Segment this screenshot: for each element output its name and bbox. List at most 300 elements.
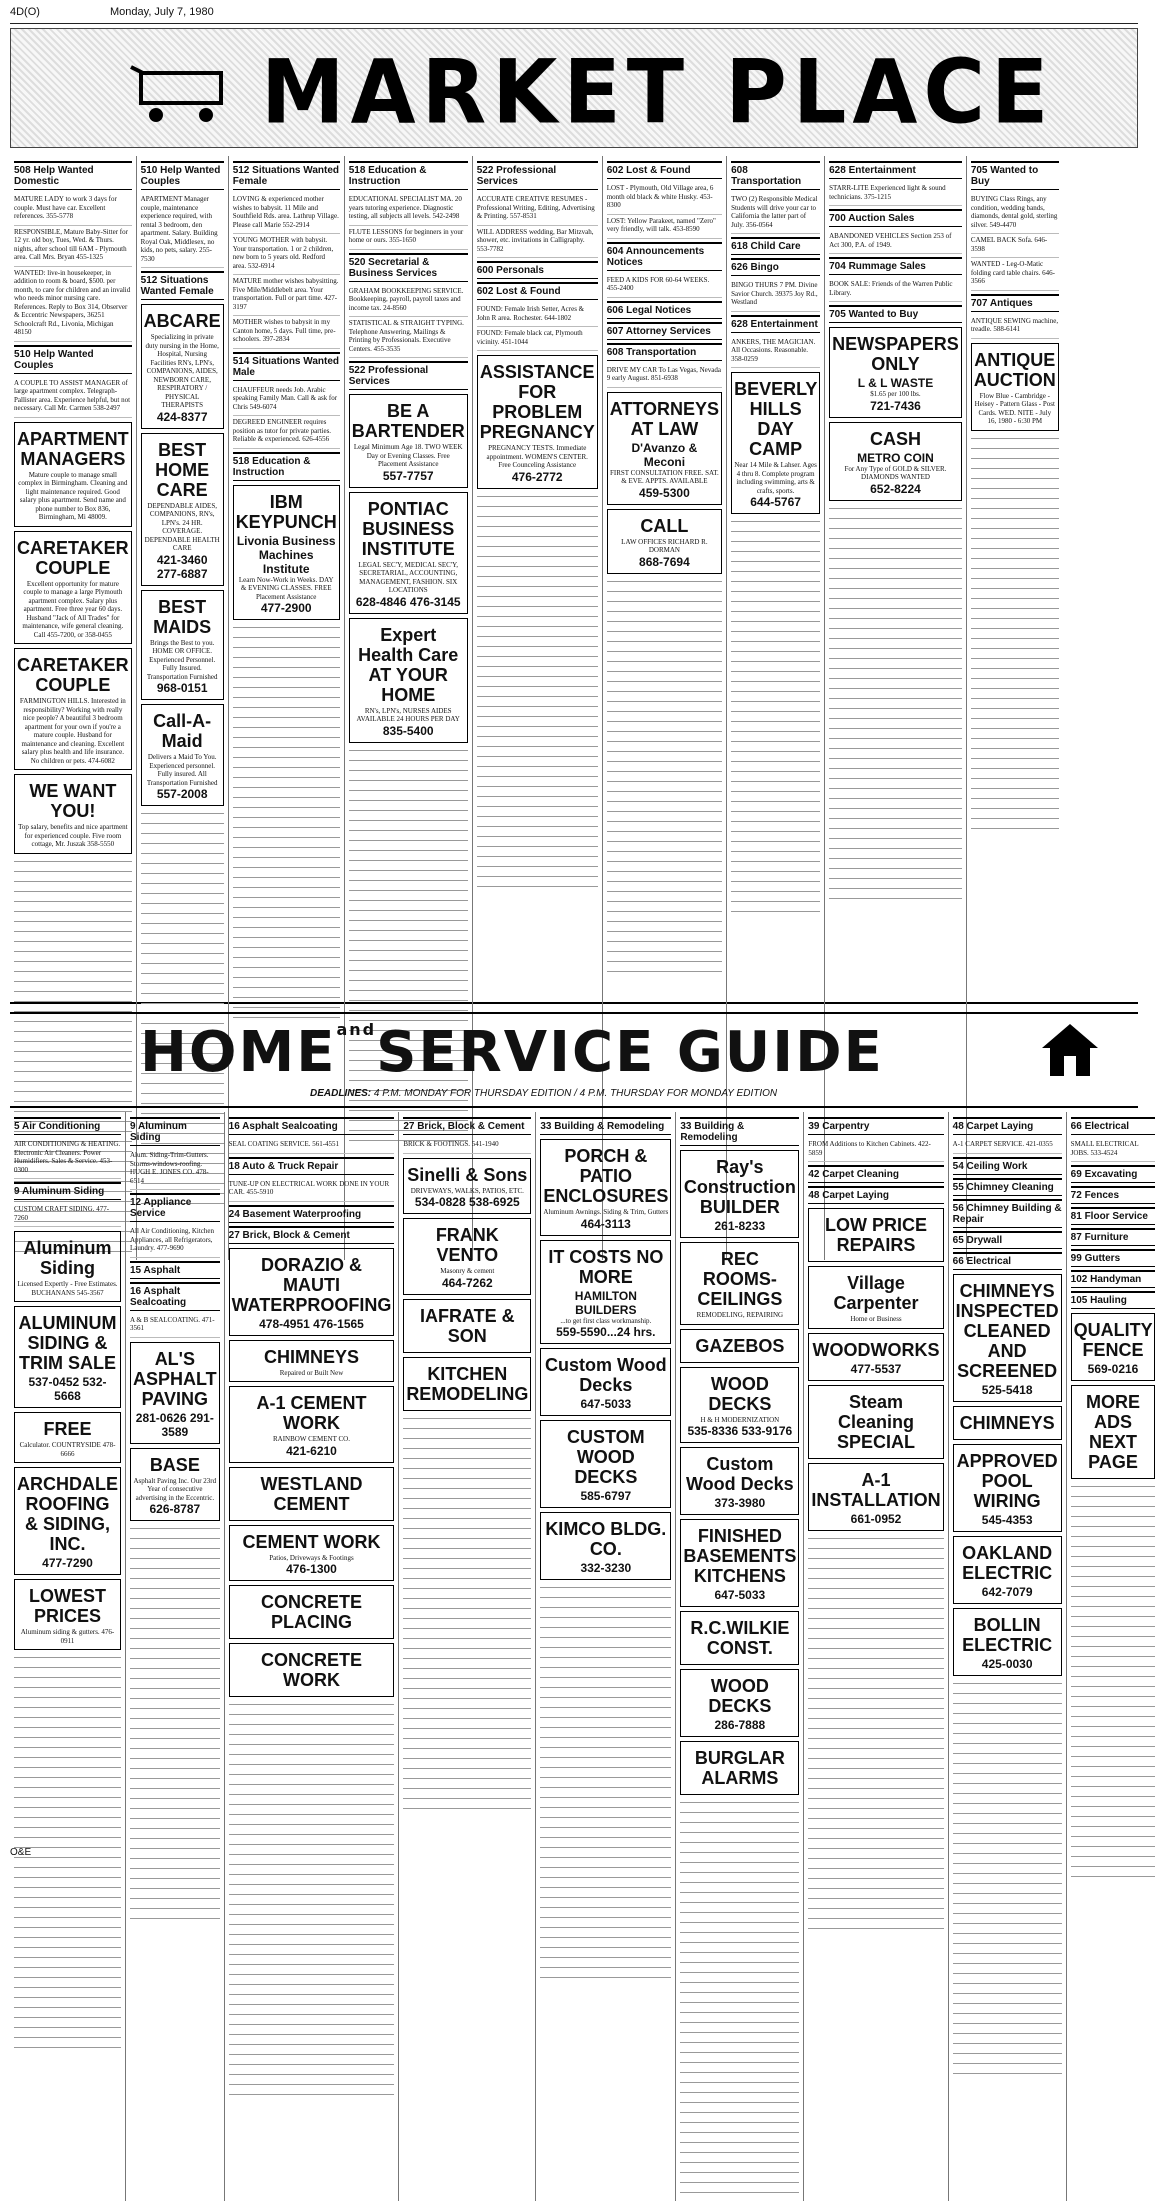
- section-heading: 81 Floor Service: [1071, 1207, 1156, 1225]
- section-heading: 510 Help Wanted Couples: [14, 345, 132, 374]
- classified-ad: BINGO THURS 7 PM. Divine Savior Church. 39375 Joy Rd., Westland: [731, 279, 820, 312]
- display-ad-title: AL'S ASPHALT PAVING: [133, 1348, 217, 1409]
- section-heading: 56 Chimney Building & Repair: [953, 1199, 1062, 1228]
- classified-ad: BRICK & FOOTINGS. 541-1940: [403, 1138, 531, 1154]
- classified-ad: ANTIQUE SEWING machine, treadle. 588-6141: [971, 315, 1059, 339]
- classified-ad: TUNE-UP ON ELECTRICAL WORK DONE IN YOUR CAR. 455-5910: [229, 1178, 395, 1202]
- display-ad-title: ATTORNEYS AT LAW: [609, 398, 720, 439]
- display-ad-title: KIMCO BLDG. CO.: [545, 1519, 667, 1559]
- display-ad-title: ANTIQUE AUCTION: [973, 349, 1056, 390]
- display-ad-phone: 545-4353: [981, 1512, 1033, 1527]
- section-heading: 9 Aluminum Siding: [14, 1182, 121, 1200]
- display-ad-phone: 424-8377: [156, 409, 208, 424]
- display-ad-body: RAINBOW CEMENT CO.: [273, 1435, 350, 1443]
- display-ad-body: Legal Minimum Age 18. TWO WEEK Day or Evening Classes. Free Placement Assistance: [353, 443, 463, 468]
- column-b3: [225, 1112, 400, 2201]
- display-ad: [403, 1218, 531, 1295]
- section-heading: 626 Bingo: [731, 258, 820, 276]
- display-ad-body: FARMINGTON HILLS. Interested in responsibility? Working with really nice people? A beautiful 3 bedroom apartment for your own if you're a mature couple. Husband for maintenance and cleaning. Excellent salary plus health and life insurance. No children or pets. 474-6082: [19, 697, 126, 765]
- fine-print: [680, 1799, 799, 2197]
- display-ad: [680, 1741, 799, 1795]
- section-heading: 27 Brick, Block & Cement: [403, 1117, 531, 1135]
- display-ad: [680, 1519, 799, 1607]
- fine-print: [1071, 1483, 1156, 1881]
- display-ad: [971, 343, 1059, 431]
- display-ad-phone: 642-7079: [981, 1584, 1033, 1599]
- classified-ad: LOVING & experienced mother wishes to babysit. 11 Mile and Southfield Rds. area. Lathrup Village. Please call Marie 552-2914: [233, 193, 340, 234]
- display-ad: [680, 1329, 799, 1363]
- display-ad: [14, 648, 132, 770]
- section-heading: 102 Handyman: [1071, 1270, 1156, 1288]
- section-heading: 705 Wanted to Buy: [829, 305, 962, 323]
- fine-print: [731, 518, 820, 916]
- display-ad-title: ALUMINUM SIDING & TRIM SALE: [18, 1313, 117, 1373]
- display-ad-title: Expert Health Care AT YOUR HOME: [358, 624, 459, 705]
- display-ad: [808, 1208, 943, 1262]
- display-ad-body: Excellent opportunity for mature couple to manage a large Plymouth apartment complex. Salary plus apartment. Free three year 60 days. Husband "Jack of All Trades" for maintenance, wife general cleaning. Call 455-7200, or 358-0455: [22, 579, 124, 639]
- title-service-guide: SERVICE GUIDE: [376, 1020, 884, 1085]
- section-heading: 705 Wanted to Buy: [971, 161, 1059, 190]
- column-b4: [399, 1112, 536, 2201]
- display-ad-title: QUALITY FENCE: [1073, 1320, 1153, 1360]
- home-service-title: [140, 1020, 884, 1085]
- home-service-guide-banner: [10, 1012, 1138, 1108]
- fine-print: [607, 578, 722, 976]
- display-ad-title: WOOD DECKS: [708, 1373, 772, 1414]
- classified-ad: STATISTICAL & STRAIGHT TYPING. Telephone Answering, Mailings & Printing by Professionals. Executive Centers. 455-3535: [349, 317, 468, 358]
- classified-ad: LOST - Plymouth, Old Village area, 6 month old black & white Husky. 453-8300: [607, 182, 722, 215]
- display-ad-title: MORE ADS NEXT PAGE: [1086, 1392, 1140, 1472]
- classified-ad: ABANDONED VEHICLES Section 253 of Act 300, P.A. of 1949.: [829, 230, 962, 254]
- display-ad-title: CONCRETE WORK: [260, 1650, 362, 1690]
- display-ad-phone: 332-3230: [580, 1561, 632, 1575]
- column-b8: [949, 1112, 1067, 2201]
- house-icon: [1040, 1022, 1100, 1078]
- classified-ad: WANTED: live-in housekeeper, in addition to room & board, $500. per month, to care for children and an invalid who needs minor nursing care. References. Reply to Box 314, Observer & Eccentric Newspapers, 36251 Schoolcraft Rd., Livonia, Michigan 48150: [14, 267, 132, 342]
- display-ad: [14, 422, 132, 527]
- display-ad-body: Aluminum Awnings. Siding & Trim, Gutters: [543, 1208, 669, 1216]
- display-ad-phone: 373-3980: [714, 1496, 766, 1510]
- column-b9: [1067, 1112, 1159, 2201]
- display-ad-phone: 421-3460 277-6887: [156, 552, 208, 581]
- classified-ad: LOST: Yellow Parakeet, named "Zero" very friendly, will talk. 453-8590: [607, 215, 722, 239]
- display-ad-title: Ray's Construction BUILDER: [683, 1157, 796, 1217]
- display-ad-title: CALL: [640, 515, 689, 536]
- display-ad-phone: 569-0216: [1087, 1362, 1139, 1376]
- display-ad: [229, 1585, 395, 1639]
- display-ad-body: RN's, LPN's, NURSES AIDES AVAILABLE 24 HOURS PER DAY: [356, 706, 460, 723]
- display-ad-subtitle: L & L WASTE: [857, 376, 934, 390]
- display-ad: [14, 531, 132, 645]
- display-ad-phone: 537-0452 532-5668: [28, 1375, 107, 1403]
- section-heading: 707 Antiques: [971, 294, 1059, 312]
- display-ad-phone: 477-2900: [260, 601, 312, 615]
- display-ad-body: Asphalt Paving Inc. Our 23rd Year of consecutive advertising in the Eccentric.: [133, 1476, 217, 1502]
- display-ad-title: BEVERLY HILLS DAY CAMP: [734, 379, 818, 459]
- section-heading: 607 Attorney Services: [607, 322, 722, 340]
- display-ad: [953, 1274, 1062, 1402]
- display-ad: [540, 1139, 671, 1236]
- display-ad-title: Sinelli & Sons: [407, 1164, 528, 1185]
- classified-ad: Alum. Siding-Trim-Gutters. Storms-windows-roofing. HUGH E. JONES CO. 478-6514: [130, 1149, 220, 1190]
- display-ad: [130, 1342, 220, 1444]
- column-b2: [126, 1112, 225, 2201]
- display-ad: [808, 1385, 943, 1459]
- display-ad-title: CONCRETE PLACING: [260, 1592, 362, 1632]
- display-ad-body: REMODELING, REPAIRING: [696, 1311, 784, 1319]
- display-ad-body: Near 14 Mile & Lahser. Ages 4 thru 8. Complete program including swimming, arts & crafts, sports.: [734, 461, 817, 495]
- display-ad: [141, 433, 224, 586]
- display-ad-title: CARETAKER COUPLE: [17, 655, 129, 695]
- display-ad-title: PONTIAC BUSINESS INSTITUTE: [361, 498, 455, 559]
- display-ad-title: KITCHEN REMODELING: [406, 1363, 529, 1404]
- display-ad: [680, 1150, 799, 1238]
- section-heading: 602 Lost & Found: [607, 161, 722, 179]
- display-ad-subtitle: HAMILTON BUILDERS: [574, 1288, 637, 1317]
- display-ad: [607, 509, 722, 574]
- display-ad-title: Steam Cleaning SPECIAL: [836, 1391, 915, 1452]
- section-heading: 522 Professional Services: [477, 161, 598, 190]
- display-ad-body: For Any Type of GOLD & SILVER. DIAMONDS WANTED: [844, 464, 947, 481]
- display-ad: [477, 355, 598, 489]
- display-ad-body: DEPENDABLE AIDES, COMPANIONS, RN's, LPN's. 24 HR. COVERAGE. DEPENDABLE HEALTH CARE: [144, 501, 220, 552]
- section-heading: 66 Electrical: [953, 1252, 1062, 1270]
- display-ad: [229, 1643, 395, 1697]
- display-ad-title: CHIMNEYS INSPECTED CLEANED AND SCREENED: [955, 1280, 1059, 1381]
- display-ad-body: Brings the Best to you. HOME OR OFFICE. Experienced Personnel. Fully Insured. Transportation Furnished: [146, 638, 218, 681]
- display-ad: [14, 774, 132, 854]
- display-ad-body: Flow Blue - Cambridge - Heisey - Pattern Glass - Post Cards. WED. NITE - July 16, 1980 - 6:30 PM: [974, 391, 1055, 425]
- fine-print: [233, 624, 340, 1022]
- display-ad-title: WOOD DECKS: [708, 1676, 772, 1716]
- display-ad: [680, 1447, 799, 1515]
- display-ad-title: LOWEST PRICES: [29, 1586, 106, 1626]
- section-heading: 65 Drywall: [953, 1231, 1062, 1249]
- display-ad-title: IT COSTS NO MORE: [548, 1246, 664, 1287]
- display-ad-title: APPROVED POOL WIRING: [956, 1450, 1058, 1511]
- display-ad: [229, 1467, 395, 1521]
- display-ad: [130, 1448, 220, 1522]
- display-ad-title: FINISHED BASEMENTS KITCHENS: [683, 1526, 797, 1586]
- display-ad-title: A-1 INSTALLATION: [811, 1469, 941, 1510]
- section-heading: 628 Entertainment: [731, 315, 820, 333]
- display-ad-phone: 628-4846 476-3145: [355, 594, 461, 609]
- section-heading: 518 Education & Instruction: [349, 161, 468, 190]
- display-ad-phone: 421-6210: [286, 1443, 337, 1458]
- classified-ad: STARR-LITE Experienced light & sound technicians. 375-1215: [829, 182, 962, 206]
- section-heading: 510 Help Wanted Couples: [141, 161, 224, 190]
- display-ad-title: NEWSPAPERS ONLY: [832, 334, 959, 374]
- section-heading: 628 Entertainment: [829, 161, 962, 179]
- classified-ad: SEAL COATING SERVICE. 561-4551: [229, 1138, 395, 1154]
- display-ad-body: Delivers a Maid To You. Experienced personnel. Fully insured. All Transportation Furnished: [146, 753, 218, 787]
- classified-ad: CHAUFFEUR needs Job. Arabic speaking Family Man. Call & ask for Chris 549-6074: [233, 384, 340, 417]
- display-ad: [141, 304, 224, 429]
- display-ad: [1071, 1313, 1156, 1381]
- display-ad: [403, 1158, 531, 1215]
- display-ad-title: PORCH & PATIO ENCLOSURES: [543, 1146, 669, 1206]
- classified-ad: DRIVE MY CAR To Las Vegas, Nevada 9 early August. 851-6938: [607, 364, 722, 388]
- section-heading: 16 Asphalt Sealcoating: [229, 1117, 395, 1135]
- display-ad-title: BE A BARTENDER: [351, 401, 465, 441]
- display-ad: [540, 1420, 671, 1508]
- display-ad-body: FIRST CONSULTATION FREE. SAT. & EVE. APPTS. AVAILABLE: [609, 468, 719, 485]
- display-ad-phone: 968-0151: [156, 681, 208, 695]
- display-ad-title: FRANK VENTO: [435, 1225, 499, 1265]
- display-ad-body: LAW OFFICES RICHARD R. DORMAN: [621, 537, 708, 554]
- display-ad-body: Learn Now-Work in Weeks. DAY & EVENING CLASSES. FREE Placement Assistance: [238, 575, 334, 601]
- display-ad: [14, 1412, 121, 1463]
- display-ad-phone: 281-0626 291-3589: [135, 1410, 214, 1439]
- display-ad-body: $1.65 per 100 lbs.: [870, 390, 921, 398]
- section-heading: 105 Hauling: [1071, 1291, 1156, 1309]
- deadline-line: [310, 1088, 777, 1099]
- classified-ad: TWO (2) Responsible Medical Students will drive your car to California the latter part of July. 356-0564: [731, 193, 820, 234]
- title-and: and: [336, 1020, 377, 1039]
- display-ad-title: BEST MAIDS: [153, 596, 212, 637]
- classified-columns-bottom: [10, 1112, 1153, 1852]
- display-ad-phone: 525-5418: [981, 1382, 1033, 1397]
- classified-ad: All Air Conditioning, Kitchen Appliances, all Refrigerators, Laundry. 477-9690: [130, 1225, 220, 1258]
- classified-ad: WILL ADDRESS wedding, Bar Mitzvah, shower, etc. invitations in Calligraphy. 553-7782: [477, 226, 598, 259]
- display-ad-title: WOODWORKS: [812, 1339, 940, 1360]
- section-heading: 33 Building & Remodeling: [680, 1117, 799, 1146]
- display-ad: [14, 1231, 121, 1302]
- display-ad-body: Repaired or Built New: [279, 1368, 344, 1377]
- display-ad: [808, 1463, 943, 1531]
- display-ad: [731, 372, 820, 514]
- display-ad-phone: 534-0828 538-6925: [414, 1195, 520, 1209]
- display-ad-body: LEGAL SEC'Y, MEDICAL SEC'Y, SECRETARIAL, ACCOUNTING, MANAGEMENT, FASHION. SIX LOCATIONS: [358, 560, 458, 594]
- display-ad: [403, 1299, 531, 1353]
- newspaper-page: [10, 6, 1153, 1858]
- section-heading: 16 Asphalt Sealcoating: [130, 1282, 220, 1311]
- classified-ad: BOOK SALE: Friends of the Warren Public Library.: [829, 278, 962, 302]
- display-ad-body: H & H MODERNIZATION: [700, 1415, 780, 1424]
- classified-ad: SMALL ELECTRICAL JOBS. 533-4524: [1071, 1138, 1156, 1162]
- classified-ad: ANKERS, THE MAGICIAN. All Occasions. Reasonable. 358-0259: [731, 336, 820, 369]
- section-heading: 24 Basement Waterproofing: [229, 1205, 395, 1223]
- display-ad-title: ARCHDALE ROOFING & SIDING, INC.: [17, 1474, 118, 1554]
- fine-print: [403, 1415, 531, 1813]
- display-ad-title: APARTMENT MANAGERS: [17, 428, 129, 469]
- display-ad-title: CARETAKER COUPLE: [17, 537, 129, 578]
- fine-print: [477, 493, 598, 891]
- display-ad-phone: 476-2772: [511, 469, 563, 484]
- display-ad-title: BEST HOME CARE: [155, 439, 210, 500]
- section-heading: 608 Transportation: [731, 161, 820, 190]
- display-ad: [229, 1386, 395, 1463]
- page-date: Monday, July 7, 1980: [110, 6, 214, 18]
- classified-ad: MATURE mother wishes babysitting. Five Mile/Middlebelt area. Your transportation. Full or part time. 427-3197: [233, 275, 340, 316]
- classified-ad: CUSTOM CRAFT SIDING. 477-7260: [14, 1203, 121, 1227]
- classified-ad: A & B SEALCOATING. 471-3561: [130, 1314, 220, 1338]
- fine-print: [229, 1701, 395, 2099]
- display-ad-title: CHIMNEYS: [959, 1412, 1055, 1433]
- display-ad-title: BOLLIN ELECTRIC: [962, 1614, 1053, 1655]
- display-ad: [229, 1248, 395, 1336]
- display-ad-title: CEMENT WORK: [242, 1531, 381, 1552]
- display-ad-body: Mature couple to manage small complex in Birmingham. Cleaning and light maintenance required. Good salary plus apartment. Send name and phone number to Box 836, Birmingham, Mi 48009.: [18, 470, 128, 521]
- display-ad-title: LOW PRICE REPAIRS: [825, 1215, 927, 1255]
- display-ad: [607, 392, 722, 505]
- display-ad: [680, 1242, 799, 1325]
- column-b7: [804, 1112, 948, 2201]
- section-heading: 520 Secretarial & Business Services: [349, 253, 468, 282]
- display-ad-phone: 652-8224: [870, 481, 921, 496]
- display-ad-title: BURGLAR ALARMS: [694, 1748, 785, 1788]
- display-ad-subtitle: D'Avanzo & Meconi: [631, 440, 698, 469]
- running-header: [10, 6, 1138, 24]
- section-heading: 99 Gutters: [1071, 1249, 1156, 1267]
- fine-print: [130, 1525, 220, 1923]
- market-place-masthead: [10, 28, 1138, 148]
- display-ad-title: CHIMNEYS: [263, 1346, 359, 1367]
- section-heading: 606 Legal Notices: [607, 301, 722, 319]
- title-home: HOME: [140, 1020, 337, 1085]
- display-ad-title: R.C.WILKIE CONST.: [690, 1618, 790, 1658]
- display-ad-title: A-1 CEMENT WORK: [256, 1393, 367, 1433]
- section-heading: 87 Furniture: [1071, 1228, 1156, 1246]
- column-b5: [536, 1112, 676, 2201]
- display-ad-phone: 647-5033: [580, 1397, 632, 1411]
- display-ad-body: DRIVEWAYS, WALKS, PATIOS, ETC.: [410, 1186, 524, 1195]
- section-heading: 618 Child Care: [731, 237, 820, 255]
- display-ad-title: OAKLAND ELECTRIC: [962, 1542, 1053, 1583]
- display-ad: [229, 1340, 395, 1383]
- display-ad-title: DORAZIO & MAUTI WATERPROOFING: [231, 1254, 392, 1315]
- display-ad: [953, 1608, 1062, 1676]
- display-ad-title: BASE: [149, 1454, 200, 1475]
- classified-ad: FLUTE LESSONS for beginners in your home or ours. 355-1650: [349, 226, 468, 250]
- display-ad: [349, 618, 468, 743]
- display-ad-phone: 557-2008: [156, 787, 208, 801]
- column-b6: [676, 1112, 804, 2201]
- fine-print: [971, 435, 1059, 833]
- display-ad: [680, 1611, 799, 1665]
- deadline-label: DEADLINES:: [310, 1088, 372, 1099]
- section-heading: 514 Situations Wanted Male: [233, 352, 340, 381]
- classified-ad: EDUCATIONAL SPECIALIST MA. 20 years tutoring experience. Diagnostic testing, all subjects all levels. 542-2498: [349, 193, 468, 226]
- classified-ad: BUYING Class Rings, any condition, wedding bands, diamonds, dental gold, sterling silver. 549-4470: [971, 193, 1059, 234]
- display-ad-body: Masonry & cement: [440, 1267, 495, 1275]
- fine-print: [953, 1680, 1062, 2078]
- display-ad: [233, 485, 340, 621]
- shopping-cart-icon: [131, 65, 241, 125]
- display-ad: [349, 394, 468, 488]
- classified-ad: MOTHER wishes to babysit in my Canton home, 5 days. Full time, pre-schoolers. 397-2834: [233, 316, 340, 349]
- section-heading: 12 Appliance Service: [130, 1193, 220, 1222]
- classified-ad: DEGREED ENGINEER requires position as tutor for private parties. Reliable & experienced. 626-4556: [233, 416, 340, 449]
- section-heading: 608 Transportation: [607, 343, 722, 361]
- display-ad: [829, 327, 962, 418]
- display-ad-subtitle: METRO COIN: [857, 450, 934, 465]
- display-ad-body: Home or Business: [850, 1315, 902, 1323]
- classified-ad: MATURE LADY to work 3 days for couple. Must have car. Excellent references. 355-5778: [14, 193, 132, 226]
- fine-print: [808, 1535, 943, 1933]
- display-ad-body: Aluminum siding & gutters. 476-0911: [20, 1628, 115, 1645]
- classified-ad: A-1 CARPET SERVICE. 421-0355: [953, 1138, 1062, 1154]
- section-heading: 27 Brick, Block & Cement: [229, 1226, 395, 1244]
- display-ad-phone: 261-8233: [714, 1219, 766, 1233]
- display-ad-subtitle: Livonia Business Machines Institute: [236, 533, 336, 576]
- display-ad: [540, 1240, 671, 1345]
- display-ad-phone: 476-1300: [286, 1562, 337, 1576]
- section-heading: 66 Electrical: [1071, 1117, 1156, 1135]
- display-ad: [14, 1579, 121, 1650]
- display-ad: [953, 1536, 1062, 1604]
- display-ad-title: IBM KEYPUNCH: [235, 491, 337, 532]
- display-ad-title: Village Carpenter: [833, 1273, 919, 1313]
- display-ad: [1071, 1385, 1156, 1479]
- section-heading: 604 Announcements Notices: [607, 242, 722, 271]
- page-number: 4D(O): [10, 6, 40, 18]
- section-heading: 33 Building & Remodeling: [540, 1117, 671, 1135]
- display-ad-phone: 478-4951 476-1565: [259, 1316, 364, 1331]
- classified-ad: RESPONSIBLE, Mature Baby-Sitter for 12 yr. old boy, Tues, Wed. & Thurs. nights, after school till 6AM - Plymouth area. Call Mrs. Bryan 455-1325: [14, 226, 132, 267]
- fine-print: [829, 505, 962, 903]
- section-heading: 48 Carpet Laying: [953, 1117, 1062, 1135]
- masthead-title: MARKET PLACE: [261, 40, 1055, 144]
- display-ad: [808, 1266, 943, 1329]
- display-ad-phone: 477-7290: [42, 1556, 93, 1570]
- display-ad: [829, 422, 962, 501]
- display-ad-body: ...to get first class workmanship.: [560, 1316, 652, 1325]
- section-heading: 48 Carpet Laying: [808, 1186, 943, 1204]
- classified-ad: FOUND: Female black cat, Plymouth vicinity. 451-1044: [477, 327, 598, 351]
- section-heading: 522 Professional Services: [349, 361, 468, 390]
- display-ad-body: PREGNANCY TESTS. Immediate appointment. WOMEN'S CENTER. Free Counceling Assistance: [486, 444, 588, 469]
- section-heading: 42 Carpet Cleaning: [808, 1165, 943, 1183]
- display-ad-body: Top salary, benefits and nice apartment for experienced couple. Five room cottage, Mr. Juszak 358-5550: [18, 823, 128, 848]
- display-ad: [14, 1467, 121, 1575]
- section-heading: 600 Personals: [477, 261, 598, 279]
- display-ad-phone: 557-7757: [382, 468, 434, 483]
- display-ad-phone: 661-0952: [850, 1511, 902, 1526]
- classified-ad: GRAHAM BOOKKEEPING SERVICE. Bookkeeping, payroll, payroll taxes and income tax. 24-8560: [349, 285, 468, 318]
- display-ad-phone: 585-6797: [580, 1489, 632, 1503]
- classified-ad: WANTED - Leg-O-Matic folding card table chairs. 646-3566: [971, 258, 1059, 291]
- display-ad-title: Custom Wood Decks: [685, 1454, 794, 1494]
- section-heading: 512 Situations Wanted Female: [233, 161, 340, 190]
- display-ad-body: Patios, Driveways & Footings: [269, 1553, 354, 1562]
- display-ad-title: Call-A-Maid: [153, 711, 212, 751]
- display-ad: [808, 1333, 943, 1381]
- display-ad-title: ASSISTANCE FOR PROBLEM PREGNANCY: [479, 362, 595, 442]
- display-ad: [953, 1406, 1062, 1440]
- section-heading: 69 Excavating: [1071, 1165, 1156, 1183]
- display-ad-body: Calculator. COUNTRYSIDE 478-6666: [19, 1441, 116, 1458]
- section-heading: 5 Air Conditioning: [14, 1117, 121, 1135]
- classified-ad: AIR CONDITIONING & HEATING. Electronic Air Cleaners. Power Humidifiers. Sales & Service. 453-0300: [14, 1138, 121, 1179]
- display-ad: [141, 704, 224, 806]
- display-ad-phone: 459-5300: [639, 485, 690, 500]
- display-ad-phone: 286-7888: [714, 1718, 766, 1732]
- classified-ad: APARTMENT Manager couple, maintenance experience required, with rental 3 bedroom, den apartment. Salary. Building Royal Oak, Middlesex, no kids, no pets, salary. 255-7530: [141, 193, 224, 268]
- display-ad-phone: 477-5537: [850, 1361, 902, 1376]
- display-ad-phone: 535-8336 533-9176: [687, 1424, 793, 1438]
- section-heading: 700 Auction Sales: [829, 209, 962, 227]
- section-heading: 55 Chimney Cleaning: [953, 1178, 1062, 1196]
- display-ad-title: WE WANT YOU!: [29, 781, 117, 821]
- classified-ad: YOUNG MOTHER with babysit. Your transportation. 1 or 2 children, new born to 5 years old. Redford area. 532-6914: [233, 234, 340, 275]
- classified-columns-top: [10, 156, 1138, 1004]
- display-ad-phone: 464-7262: [441, 1275, 493, 1290]
- classified-ad: A COUPLE TO ASSIST MANAGER of large apartment complex. Telegraph-Pallister area. Experience helpful, but not necessary. Call Mr. Carmen 538-2497: [14, 377, 132, 418]
- display-ad-phone: 647-5033: [714, 1588, 766, 1602]
- display-ad: [540, 1348, 671, 1416]
- classified-ad: FOUND: Female Irish Setter, Acres & John R area. Rochester. 644-1802: [477, 303, 598, 327]
